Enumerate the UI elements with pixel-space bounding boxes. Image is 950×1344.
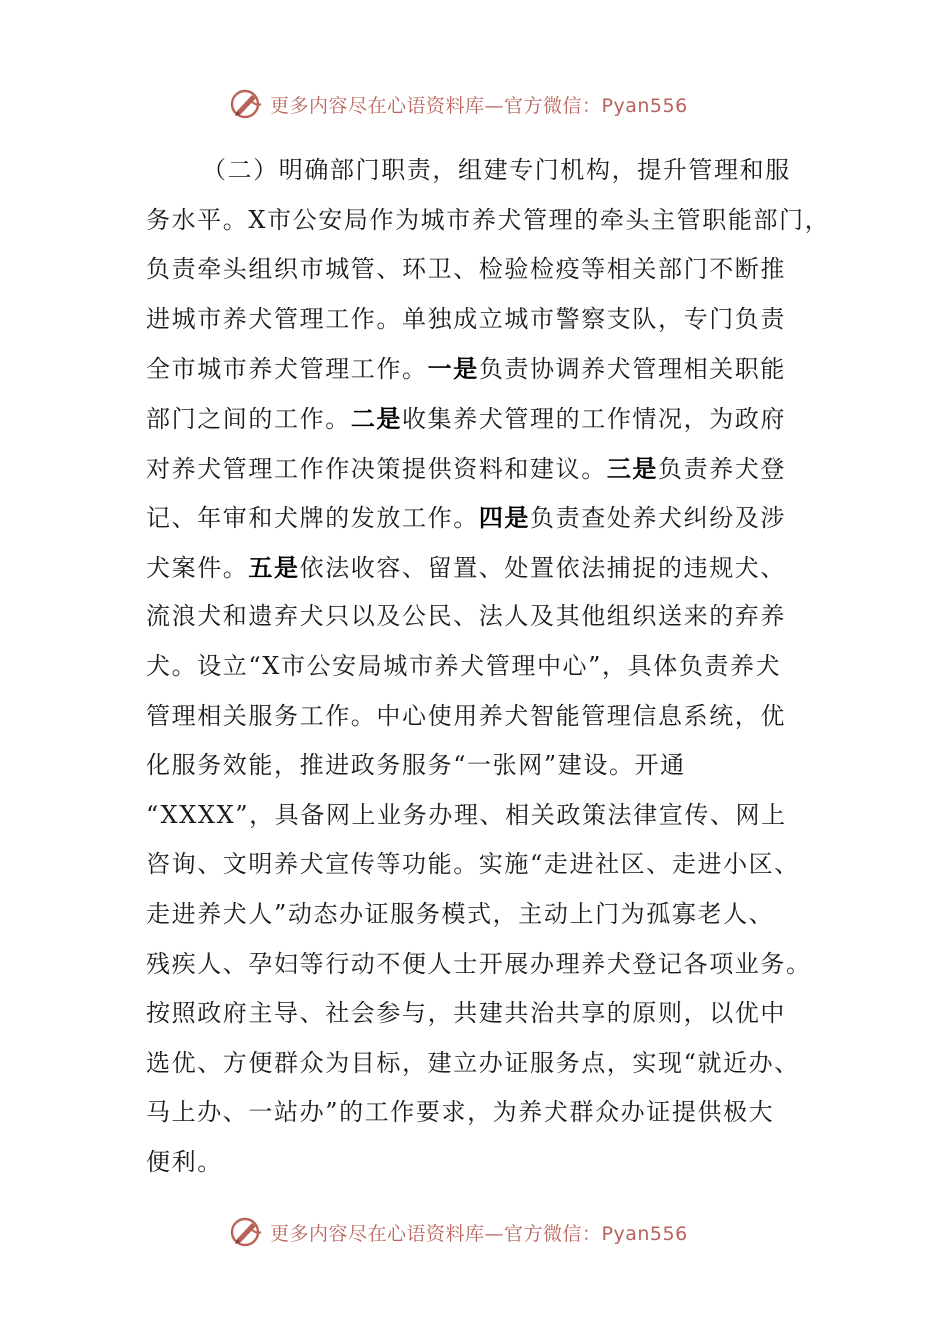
text-line: “XXXX”，具备网上业务办理、相关政策法律宣传、网上 [146,800,787,829]
point-marker: 二是 [350,403,403,433]
pen-logo-icon [228,1214,264,1250]
text-line: 走进养犬人”动态办证服务模式，主动上门为孤寡老人、 [146,899,775,928]
footer-watermark-banner [228,1212,748,1252]
text-line: 按照政府主导、社会参与，共建共治共享的原则，以优中 [146,999,786,1028]
text-line: 选优、方便群众为目标，建立办证服务点，实现“就近办、 [146,1048,800,1077]
text-line: 务水平。X市公安局作为城市养犬管理的牵头主管职能部门， [146,205,831,234]
point-marker: 五是 [248,552,300,582]
point-marker: 一是 [427,354,479,384]
watermark-text: 更多内容尽在心语资料库—官方微信：Pyan556 [270,94,688,117]
watermark-text: 更多内容尽在心语资料库—官方微信：Pyan556 [270,1222,688,1245]
text-line: 便利。 [146,1147,223,1176]
text-line: 流浪犬和遗弃犬只以及公民、法人及其他组织送来的弃养 [146,602,786,631]
text-line: 残疾人、孕妇等行动不便人士开展办理养犬登记各项业务。 [146,949,812,978]
pen-logo-icon [228,86,264,122]
point-marker: 三是 [606,453,659,483]
text-line: 犬。设立“X市公安局城市养犬管理中心”，具体负责养犬 [146,651,782,680]
text-line: 记、年审和犬牌的发放工作。四是负责查处养犬纠纷及涉 [146,503,787,533]
text-line: 咨询、文明养犬宣传等功能。实施“走进社区、走进小区、 [146,850,800,879]
text-line: 马上办、一站办”的工作要求，为养犬群众办证提供极大 [146,1098,775,1127]
text-line: 全市城市养犬管理工作。一是负责协调养犬管理相关职能 [146,354,787,384]
text-line: （二）明确部门职责，组建专门机构，提升管理和服 [202,156,791,184]
point-marker: 四是 [478,503,531,533]
text-line: 化服务效能，推进政务服务“一张网”建设。开通 [146,751,686,780]
text-line: 部门之间的工作。二是收集养犬管理的工作情况，为政府 [146,403,787,433]
text-line: 管理相关服务工作。中心使用养犬智能管理信息系统，优 [146,701,786,730]
text-line: 对养犬管理工作作决策提供资料和建议。三是负责养犬登 [146,453,787,483]
header-watermark-banner [228,84,748,124]
text-line: 犬案件。五是依法收容、留置、处置依法捕捉的违规犬、 [146,552,787,582]
text-line: 进城市养犬管理工作。单独成立城市警察支队，专门负责 [146,304,786,333]
text-line: 负责牵头组织市城管、环卫、检验检疫等相关部门不断推 [146,255,786,284]
document-body [146,146,831,1187]
